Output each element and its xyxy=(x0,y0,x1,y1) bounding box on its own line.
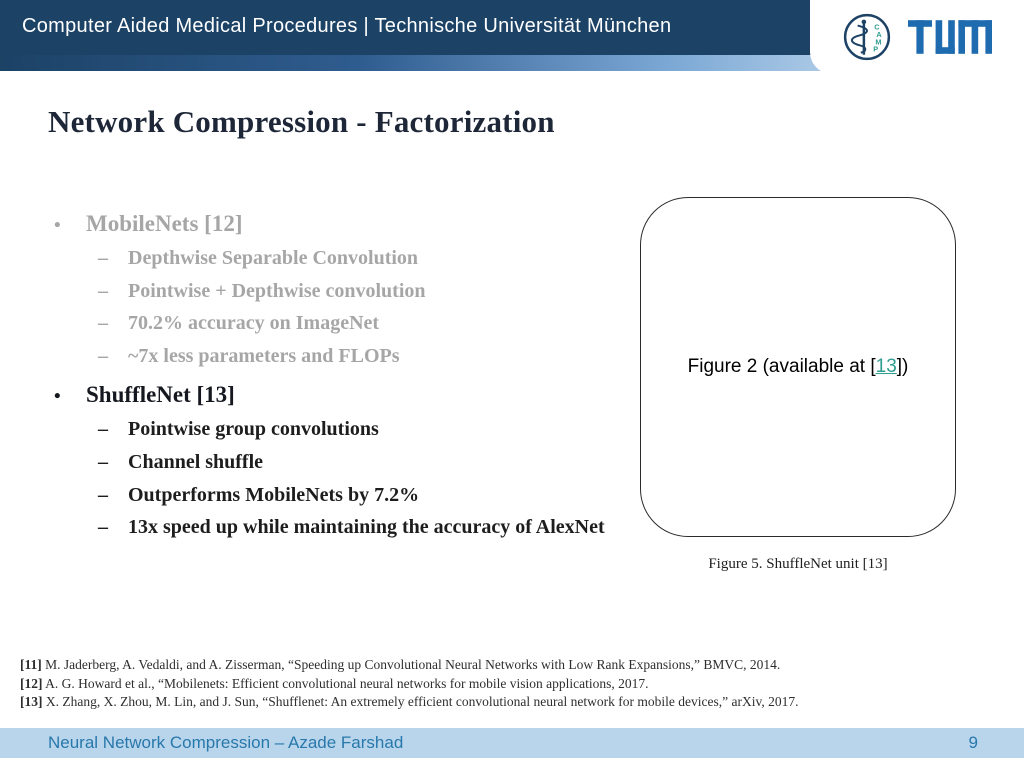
bullet-label: MobileNets [12] xyxy=(86,211,243,236)
footer-bar xyxy=(0,728,1024,758)
camp-letter-p: P xyxy=(873,44,879,54)
list-item xyxy=(46,208,631,239)
list-subitem xyxy=(98,414,631,445)
list-subitem xyxy=(98,308,631,339)
figure-placeholder-box xyxy=(640,197,956,537)
dash-marker: – xyxy=(98,344,108,367)
footer-presentation-title: Neural Network Compression – Azade Farshad xyxy=(48,733,404,752)
page-title: Network Compression - Factorization xyxy=(48,104,555,139)
page-number: 9 xyxy=(968,733,978,752)
dash-marker: – xyxy=(98,312,108,335)
reference-entry xyxy=(20,675,920,694)
dash-marker: – xyxy=(98,483,108,506)
figure-placeholder-text: Figure 2 (available at [ xyxy=(687,356,876,377)
reference-text: A. G. Howard et al., “Mobilenets: Efficient convolutional neural networks for mobile vision applications, 2017. xyxy=(45,675,649,691)
reference-entry xyxy=(20,656,920,675)
subitem-text: 13x speed up while maintaining the accuracy of AlexNet xyxy=(128,516,605,539)
list-subitem xyxy=(98,480,631,511)
list-subitem xyxy=(98,276,631,307)
bullet-label: ShuffleNet [13] xyxy=(86,382,235,408)
list-subitem xyxy=(98,341,631,372)
reference-tag: [11] xyxy=(20,657,42,672)
dash-marker: – xyxy=(98,516,108,539)
reference-text: X. Zhang, X. Zhou, M. Lin, and J. Sun, “Shufflenet: An extremely efficient convolutional neural network for mobile devices,” arXiv, 2017. xyxy=(45,694,799,709)
list-subitem xyxy=(98,243,631,274)
bullet-group-shufflenet xyxy=(46,379,631,542)
list-subitem xyxy=(98,447,631,478)
slide-body xyxy=(46,200,631,545)
reference-entry xyxy=(20,693,920,712)
subitem-text: Depthwise Separable Convolution xyxy=(128,247,419,270)
list-item xyxy=(46,379,631,410)
reference-tag: [12] xyxy=(20,675,43,691)
reference-tag: [13] xyxy=(20,694,43,709)
subitem-text: 70.2% accuracy on ImageNet xyxy=(128,312,380,335)
bullet-group-mobilenets xyxy=(46,208,631,371)
figure-placeholder-suffix: ]) xyxy=(896,356,909,377)
dash-marker: – xyxy=(98,451,108,474)
figure-source-link[interactable]: 13 xyxy=(875,356,897,377)
subitem-text: Pointwise + Depthwise convolution xyxy=(128,279,426,302)
reference-text: M. Jaderberg, A. Vedaldi, and A. Zisserman, “Speeding up Convolutional Neural Networks with Low Rank Expansions,” BMVC, 2014. xyxy=(45,657,781,672)
subitem-text: ~7x less parameters and FLOPs xyxy=(128,344,400,367)
camp-letter-c: C xyxy=(874,22,880,32)
subitem-text: Outperforms MobileNets by 7.2% xyxy=(128,483,420,506)
institute-name: Computer Aided Medical Procedures | Technische Universität München xyxy=(22,15,672,37)
bullet-marker: • xyxy=(54,215,61,236)
dash-marker: – xyxy=(98,279,108,302)
dash-marker: – xyxy=(98,418,108,441)
camp-letter-a: A xyxy=(876,30,882,39)
camp-letter-m: M xyxy=(875,37,882,47)
tum-logo-icon xyxy=(908,20,992,54)
subitem-text: Pointwise group convolutions xyxy=(128,418,379,441)
bullet-marker: • xyxy=(54,386,61,408)
logo-panel xyxy=(810,0,1024,74)
references-list xyxy=(20,656,920,712)
dash-marker: – xyxy=(98,247,108,270)
subitem-text: Channel shuffle xyxy=(128,451,264,474)
figure-caption: Figure 5. ShuffleNet unit [13] xyxy=(708,556,888,572)
list-subitem xyxy=(98,512,631,543)
camp-logo-icon xyxy=(842,12,892,62)
